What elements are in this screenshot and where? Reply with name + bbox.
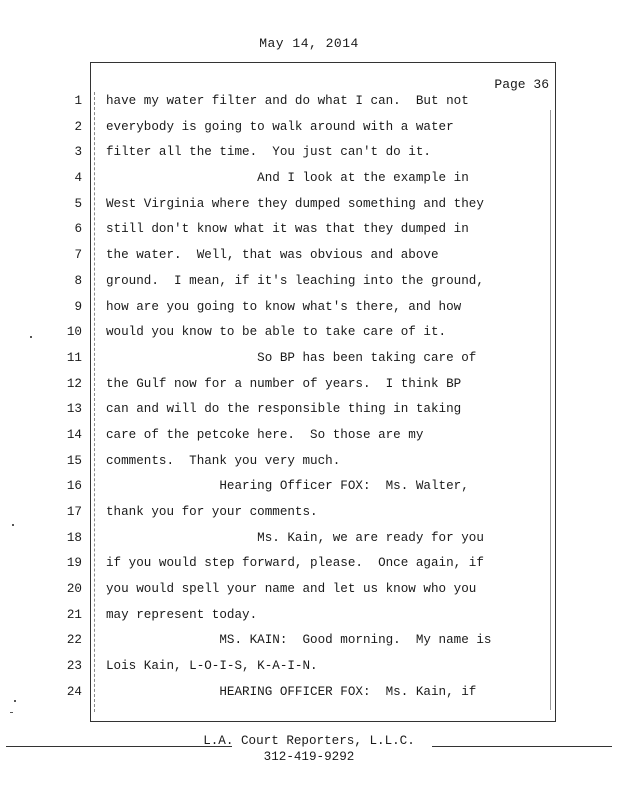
line-text: comments. Thank you very much. <box>106 453 341 468</box>
transcript-line <box>0 477 618 503</box>
page-number: Page 36 <box>494 77 549 92</box>
line-number: 11 <box>66 350 82 365</box>
line-number: 10 <box>66 325 82 340</box>
line-text: would you know to be able to take care of it. <box>106 325 447 340</box>
line-text: may represent today. <box>106 607 258 622</box>
line-number: 12 <box>66 376 82 391</box>
transcript-line <box>0 631 618 657</box>
scan-mark <box>12 524 14 526</box>
line-text: still don't know what it was that they dumped in <box>106 222 469 237</box>
line-text: have my water filter and do what I can. But not <box>106 94 469 108</box>
transcript-line <box>0 323 618 349</box>
transcript-body <box>0 92 618 709</box>
transcript-line <box>0 92 618 118</box>
line-number: 23 <box>66 659 82 674</box>
line-text: can and will do the responsible thing in taking <box>106 402 462 417</box>
line-number: 24 <box>66 684 82 699</box>
line-number: 15 <box>66 453 82 468</box>
line-text: West Virginia where they dumped something and they <box>106 196 484 211</box>
line-text: filter all the time. You just can't do it. <box>106 145 431 160</box>
line-number: 3 <box>74 145 82 160</box>
footer <box>0 734 618 764</box>
line-text: if you would step forward, please. Once again, if <box>106 556 484 571</box>
line-number: 9 <box>74 299 82 314</box>
line-number: 1 <box>74 94 82 108</box>
line-text: care of the petcoke here. So those are my <box>106 427 424 442</box>
footer-company: L.A. Court Reporters, L.L.C. <box>203 734 415 748</box>
transcript-line <box>0 143 618 169</box>
line-text: ground. I mean, if it's leaching into the ground, <box>106 273 484 288</box>
scan-mark <box>30 336 32 338</box>
line-number: 16 <box>66 479 82 494</box>
line-number: 14 <box>66 427 82 442</box>
line-number: 6 <box>74 222 82 237</box>
line-text: HEARING OFFICER FOX: Ms. Kain, if <box>106 684 477 699</box>
transcript-line <box>0 220 618 246</box>
transcript-line <box>0 272 618 298</box>
line-number: 20 <box>66 582 82 597</box>
transcript-line <box>0 349 618 375</box>
line-number: 7 <box>74 248 82 263</box>
line-text: everybody is going to walk around with a water <box>106 119 454 134</box>
line-text: Lois Kain, L-O-I-S, K-A-I-N. <box>106 659 318 674</box>
line-text: Ms. Kain, we are ready for you <box>106 530 484 545</box>
transcript-line <box>0 118 618 144</box>
line-number: 5 <box>74 196 82 211</box>
line-number: 22 <box>66 633 82 648</box>
transcript-line <box>0 246 618 272</box>
transcript-line <box>0 400 618 426</box>
transcript-line <box>0 169 618 195</box>
scan-mark <box>10 712 13 713</box>
header-date: May 14, 2014 <box>259 36 359 51</box>
transcript-line <box>0 606 618 632</box>
transcript-line <box>0 298 618 324</box>
line-number: 4 <box>74 171 82 186</box>
line-text: the Gulf now for a number of years. I think BP <box>106 376 462 391</box>
line-text: thank you for your comments. <box>106 505 318 519</box>
line-number: 17 <box>66 505 82 519</box>
line-number: 2 <box>74 119 82 134</box>
line-number: 13 <box>66 402 82 417</box>
transcript-line <box>0 503 618 529</box>
line-text: you would spell your name and let us know who you <box>106 582 477 597</box>
line-text: the water. Well, that was obvious and above <box>106 248 439 263</box>
line-number: 8 <box>74 273 82 288</box>
transcript-line <box>0 529 618 555</box>
footer-phone: 312-419-9292 <box>263 750 355 764</box>
transcript-line <box>0 195 618 221</box>
line-text: Hearing Officer FOX: Ms. Walter, <box>106 479 469 494</box>
line-text: So BP has been taking care of <box>106 350 477 365</box>
line-text: MS. KAIN: Good morning. My name is <box>106 633 492 648</box>
line-text: And I look at the example in <box>106 171 469 186</box>
transcript-line <box>0 426 618 452</box>
line-text: how are you going to know what's there, and how <box>106 299 462 314</box>
transcript-line <box>0 580 618 606</box>
transcript-line <box>0 683 618 709</box>
transcript-line <box>0 375 618 401</box>
line-number: 18 <box>66 530 82 545</box>
scan-mark <box>14 700 16 702</box>
transcript-line <box>0 657 618 683</box>
transcript-line <box>0 554 618 580</box>
transcript-line <box>0 452 618 478</box>
line-number: 19 <box>66 556 82 571</box>
line-number: 21 <box>66 607 82 622</box>
